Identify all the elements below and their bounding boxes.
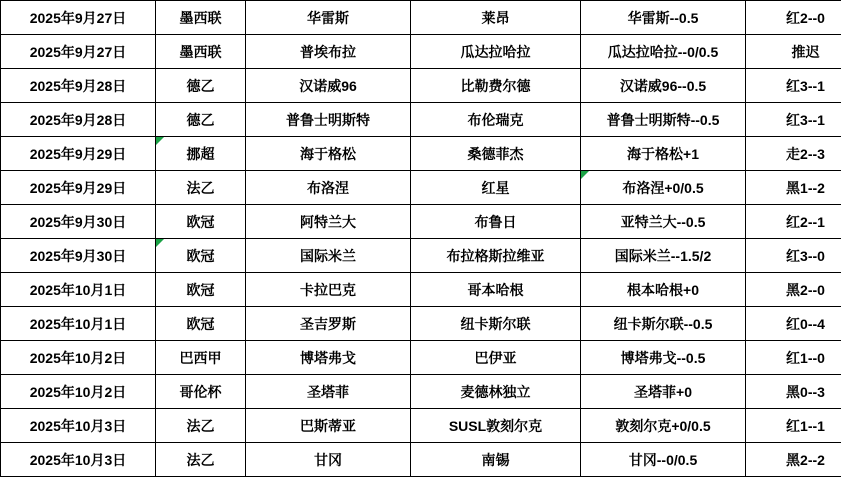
handicap-cell: 普鲁士明斯特--0.5 <box>581 103 746 137</box>
handicap-cell: 瓜达拉哈拉--0/0.5 <box>581 35 746 69</box>
table-row <box>1 375 841 409</box>
table-row <box>1 341 841 375</box>
home-team-cell: 布洛涅 <box>246 171 411 205</box>
away-team-cell: SUSL敦刻尔克 <box>411 409 581 443</box>
table-row <box>1 35 841 69</box>
home-team-cell: 国际米兰 <box>246 239 411 273</box>
handicap-cell: 汉诺威96--0.5 <box>581 69 746 103</box>
handicap-cell: 海于格松+1 <box>581 137 746 171</box>
away-team-cell: 纽卡斯尔联 <box>411 307 581 341</box>
match-date-cell: 2025年9月28日 <box>1 103 156 137</box>
league-cell: 德乙 <box>156 69 246 103</box>
result-cell: 黑2--2 <box>746 443 841 477</box>
away-team-cell: 布鲁日 <box>411 205 581 239</box>
result-cell: 红2--1 <box>746 205 841 239</box>
table-row <box>1 1 841 35</box>
away-team-cell: 瓜达拉哈拉 <box>411 35 581 69</box>
home-team-cell: 华雷斯 <box>246 1 411 35</box>
match-date-cell: 2025年10月2日 <box>1 341 156 375</box>
result-cell: 红3--1 <box>746 69 841 103</box>
result-cell: 黑2--0 <box>746 273 841 307</box>
handicap-cell: 根本哈根+0 <box>581 273 746 307</box>
handicap-cell: 国际米兰--1.5/2 <box>581 239 746 273</box>
table-row <box>1 171 841 205</box>
home-team-cell: 普鲁士明斯特 <box>246 103 411 137</box>
table-row <box>1 307 841 341</box>
home-team-cell: 汉诺威96 <box>246 69 411 103</box>
home-team-cell: 博塔弗戈 <box>246 341 411 375</box>
match-date-cell: 2025年9月30日 <box>1 205 156 239</box>
handicap-cell: 纽卡斯尔联--0.5 <box>581 307 746 341</box>
match-date-cell: 2025年9月27日 <box>1 1 156 35</box>
home-team-cell: 阿特兰大 <box>246 205 411 239</box>
league-cell: 欧冠 <box>156 239 246 273</box>
table-row <box>1 205 841 239</box>
handicap-cell: 甘冈--0/0.5 <box>581 443 746 477</box>
home-team-cell: 普埃布拉 <box>246 35 411 69</box>
match-date-cell: 2025年10月2日 <box>1 375 156 409</box>
result-cell: 红1--0 <box>746 341 841 375</box>
result-cell: 红1--1 <box>746 409 841 443</box>
away-team-cell: 比勒费尔德 <box>411 69 581 103</box>
league-cell: 墨西联 <box>156 35 246 69</box>
match-date-cell: 2025年10月3日 <box>1 443 156 477</box>
match-date-cell: 2025年9月30日 <box>1 239 156 273</box>
result-cell: 红3--0 <box>746 239 841 273</box>
match-date-cell: 2025年9月29日 <box>1 171 156 205</box>
result-cell: 红2--0 <box>746 1 841 35</box>
home-team-cell: 圣吉罗斯 <box>246 307 411 341</box>
league-cell: 法乙 <box>156 409 246 443</box>
league-cell: 挪超 <box>156 137 246 171</box>
table-body <box>1 1 841 477</box>
table-row <box>1 409 841 443</box>
home-team-cell: 卡拉巴克 <box>246 273 411 307</box>
home-team-cell: 圣塔菲 <box>246 375 411 409</box>
match-date-cell: 2025年10月1日 <box>1 273 156 307</box>
table-row <box>1 239 841 273</box>
away-team-cell: 桑德菲杰 <box>411 137 581 171</box>
handicap-cell: 布洛涅+0/0.5 <box>581 171 746 205</box>
match-date-cell: 2025年10月1日 <box>1 307 156 341</box>
result-cell: 黑1--2 <box>746 171 841 205</box>
match-date-cell: 2025年9月29日 <box>1 137 156 171</box>
table-row <box>1 103 841 137</box>
home-team-cell: 海于格松 <box>246 137 411 171</box>
handicap-cell: 圣塔菲+0 <box>581 375 746 409</box>
result-cell: 推迟 <box>746 35 841 69</box>
match-date-cell: 2025年10月3日 <box>1 409 156 443</box>
away-team-cell: 红星 <box>411 171 581 205</box>
table-row <box>1 69 841 103</box>
result-cell: 走2--3 <box>746 137 841 171</box>
result-cell: 黑0--3 <box>746 375 841 409</box>
away-team-cell: 南锡 <box>411 443 581 477</box>
handicap-cell: 华雷斯--0.5 <box>581 1 746 35</box>
league-cell: 法乙 <box>156 443 246 477</box>
league-cell: 法乙 <box>156 171 246 205</box>
league-cell: 哥伦杯 <box>156 375 246 409</box>
league-cell: 墨西联 <box>156 1 246 35</box>
away-team-cell: 莱昂 <box>411 1 581 35</box>
away-team-cell: 巴伊亚 <box>411 341 581 375</box>
table-row <box>1 443 841 477</box>
result-cell: 红0--4 <box>746 307 841 341</box>
result-cell: 红3--1 <box>746 103 841 137</box>
away-team-cell: 哥本哈根 <box>411 273 581 307</box>
league-cell: 欧冠 <box>156 307 246 341</box>
match-date-cell: 2025年9月27日 <box>1 35 156 69</box>
home-team-cell: 甘冈 <box>246 443 411 477</box>
league-cell: 欧冠 <box>156 273 246 307</box>
league-cell: 德乙 <box>156 103 246 137</box>
away-team-cell: 布伦瑞克 <box>411 103 581 137</box>
away-team-cell: 布拉格斯拉维亚 <box>411 239 581 273</box>
home-team-cell: 巴斯蒂亚 <box>246 409 411 443</box>
table-row <box>1 273 841 307</box>
handicap-cell: 博塔弗戈--0.5 <box>581 341 746 375</box>
table-row <box>1 137 841 171</box>
league-cell: 巴西甲 <box>156 341 246 375</box>
handicap-cell: 敦刻尔克+0/0.5 <box>581 409 746 443</box>
handicap-cell: 亚特兰大--0.5 <box>581 205 746 239</box>
away-team-cell: 麦德林独立 <box>411 375 581 409</box>
match-date-cell: 2025年9月28日 <box>1 69 156 103</box>
league-cell: 欧冠 <box>156 205 246 239</box>
